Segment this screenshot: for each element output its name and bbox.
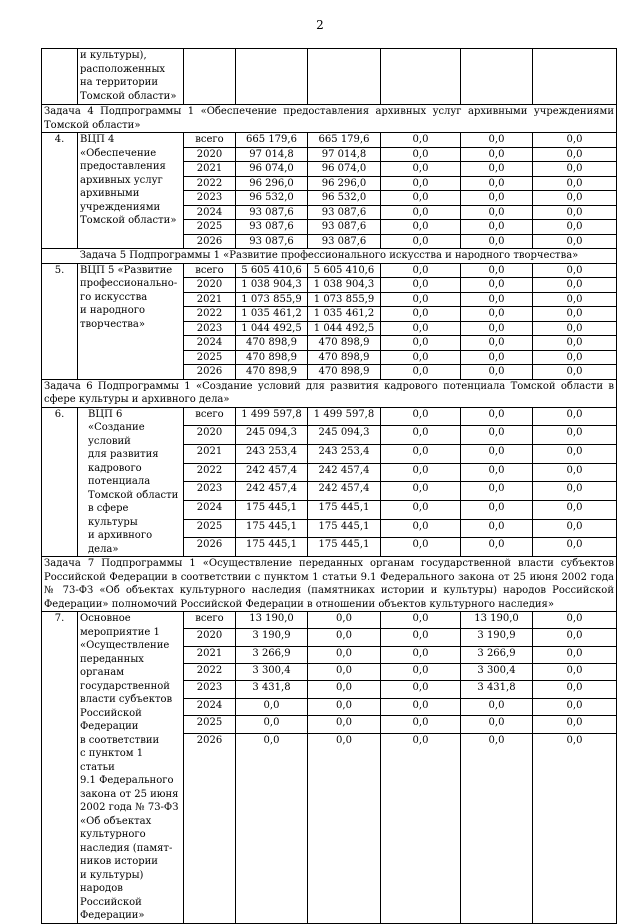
local-budget-cell: 0,0 (381, 407, 461, 426)
local-budget-cell: 0,0 (381, 444, 461, 463)
budget-table (41, 48, 617, 924)
page-number: 2 (316, 18, 324, 32)
year-cell: 2021 (184, 292, 236, 307)
federal-budget-cell: 0,0 (461, 716, 533, 733)
federal-budget-cell: 0,0 (461, 278, 533, 293)
task-title: Задача 6 Подпрограммы 1 «Создание условий для развития кадрового потенциала Томской области в сфере культуры и архивного дела» (42, 379, 617, 407)
year-cell: 2021 (184, 162, 236, 177)
year-cell: 2024 (184, 500, 236, 519)
regional-budget-cell: 0,0 (308, 716, 381, 733)
other-sources-cell: 0,0 (533, 350, 617, 365)
other-sources-cell: 0,0 (533, 500, 617, 519)
regional-budget-cell: 93 087,6 (308, 205, 381, 220)
total-cell: 175 445,1 (236, 538, 308, 557)
federal-budget-cell: 0,0 (461, 307, 533, 322)
regional-budget-cell: 1 035 461,2 (308, 307, 381, 322)
year-cell: 2022 (184, 463, 236, 482)
total-cell: 3 431,8 (236, 681, 308, 698)
federal-budget-cell: 0,0 (461, 519, 533, 538)
regional-budget-cell: 0,0 (308, 612, 381, 629)
total-cell: 5 605 410,6 (236, 263, 308, 278)
regional-budget-cell: 1 044 492,5 (308, 321, 381, 336)
regional-budget-cell: 665 179,6 (308, 133, 381, 148)
regional-budget-cell: 97 014,8 (308, 147, 381, 162)
year-cell: 2023 (184, 681, 236, 698)
year-cell: 2020 (184, 147, 236, 162)
total-cell: 243 253,4 (236, 444, 308, 463)
local-budget-cell: 0,0 (381, 336, 461, 351)
row-description: и культуры), расположенных на территории Томской области» (78, 49, 184, 105)
local-budget-cell: 0,0 (381, 321, 461, 336)
year-cell: 2026 (184, 234, 236, 249)
year-cell: 2020 (184, 426, 236, 445)
regional-budget-cell: 1 073 855,9 (308, 292, 381, 307)
local-budget-cell: 0,0 (381, 292, 461, 307)
year-cell: всего (184, 263, 236, 278)
continuation-row (42, 49, 617, 105)
other-sources-cell: 0,0 (533, 463, 617, 482)
local-budget-cell: 0,0 (381, 278, 461, 293)
year-cell: 2022 (184, 664, 236, 681)
regional-budget-cell: 175 445,1 (308, 519, 381, 538)
other-sources-cell: 0,0 (533, 162, 617, 177)
year-cell: 2023 (184, 321, 236, 336)
federal-budget-cell: 0,0 (461, 336, 533, 351)
regional-budget-cell: 470 898,9 (308, 365, 381, 380)
total-cell: 93 087,6 (236, 234, 308, 249)
year-cell: 2023 (184, 191, 236, 206)
table-row (42, 612, 617, 629)
row-number: 7. (42, 612, 78, 924)
federal-budget-cell: 3 431,8 (461, 681, 533, 698)
other-sources-cell: 0,0 (533, 612, 617, 629)
regional-budget-cell: 0,0 (308, 733, 381, 923)
year-cell: 2024 (184, 336, 236, 351)
total-cell: 1 035 461,2 (236, 307, 308, 322)
year-cell: всего (184, 133, 236, 148)
row-number: 4. (42, 133, 78, 249)
federal-budget-cell: 0,0 (461, 147, 533, 162)
federal-budget-cell: 0,0 (461, 234, 533, 249)
year-cell: 2022 (184, 176, 236, 191)
regional-budget-cell: 242 457,4 (308, 463, 381, 482)
local-budget-cell: 0,0 (381, 307, 461, 322)
local-budget-cell: 0,0 (381, 234, 461, 249)
total-cell: 97 014,8 (236, 147, 308, 162)
local-budget-cell: 0,0 (381, 538, 461, 557)
federal-budget-cell: 0,0 (461, 500, 533, 519)
regional-budget-cell: 93 087,6 (308, 220, 381, 235)
federal-budget-cell: 3 266,9 (461, 646, 533, 663)
federal-budget-cell: 0,0 (461, 698, 533, 715)
federal-budget-cell: 0,0 (461, 220, 533, 235)
total-cell: 665 179,6 (236, 133, 308, 148)
other-sources-cell: 0,0 (533, 519, 617, 538)
regional-budget-cell: 470 898,9 (308, 336, 381, 351)
local-budget-cell: 0,0 (381, 698, 461, 715)
row-description: ВЦП 6 «Создание условий для развития кадрового потенциала Томской области в сфере культуры и архивного дела» (78, 407, 184, 557)
regional-budget-cell: 96 532,0 (308, 191, 381, 206)
total-cell: 242 457,4 (236, 482, 308, 501)
local-budget-cell: 0,0 (381, 133, 461, 148)
total-cell: 93 087,6 (236, 220, 308, 235)
other-sources-cell: 0,0 (533, 336, 617, 351)
regional-budget-cell: 5 605 410,6 (308, 263, 381, 278)
local-budget-cell: 0,0 (381, 519, 461, 538)
federal-budget-cell: 0,0 (461, 133, 533, 148)
federal-budget-cell: 0,0 (461, 444, 533, 463)
local-budget-cell: 0,0 (381, 350, 461, 365)
year-cell: 2026 (184, 733, 236, 923)
other-sources-cell: 0,0 (533, 133, 617, 148)
total-cell: 96 532,0 (236, 191, 308, 206)
local-budget-cell: 0,0 (381, 191, 461, 206)
total-cell: 93 087,6 (236, 205, 308, 220)
total-cell: 0,0 (236, 716, 308, 733)
row-description: Основное мероприятие 1 «Осуществление переданных органам государственной власти субъектов Российской Федерации в соответствии с пунктом 1 статьи 9.1 Федерального закона от 25 июня 2002 года № 73-ФЗ «Об объектах культурного наследия (памят- ников истории и культуры) народов Российской Федерации» (78, 612, 184, 924)
total-cell: 1 038 904,3 (236, 278, 308, 293)
federal-budget-cell: 0,0 (461, 176, 533, 191)
regional-budget-cell: 175 445,1 (308, 538, 381, 557)
table-row (42, 407, 617, 426)
local-budget-cell: 0,0 (381, 176, 461, 191)
federal-budget-cell: 0,0 (461, 365, 533, 380)
total-cell: 245 094,3 (236, 426, 308, 445)
other-sources-cell: 0,0 (533, 646, 617, 663)
federal-budget-cell: 0,0 (461, 426, 533, 445)
local-budget-cell: 0,0 (381, 147, 461, 162)
other-sources-cell: 0,0 (533, 716, 617, 733)
total-cell: 0,0 (236, 733, 308, 923)
other-sources-cell: 0,0 (533, 278, 617, 293)
total-cell: 96 074,0 (236, 162, 308, 177)
total-cell: 1 073 855,9 (236, 292, 308, 307)
year-cell: 2025 (184, 716, 236, 733)
local-budget-cell: 0,0 (381, 365, 461, 380)
year-cell: 2026 (184, 538, 236, 557)
total-cell: 175 445,1 (236, 519, 308, 538)
row-number: 6. (42, 407, 78, 557)
federal-budget-cell: 0,0 (461, 407, 533, 426)
year-cell: 2021 (184, 444, 236, 463)
local-budget-cell: 0,0 (381, 716, 461, 733)
regional-budget-cell: 0,0 (308, 646, 381, 663)
local-budget-cell: 0,0 (381, 733, 461, 923)
total-cell: 3 300,4 (236, 664, 308, 681)
total-cell: 470 898,9 (236, 336, 308, 351)
total-cell: 3 190,9 (236, 629, 308, 646)
other-sources-cell: 0,0 (533, 681, 617, 698)
regional-budget-cell: 0,0 (308, 681, 381, 698)
other-sources-cell: 0,0 (533, 147, 617, 162)
total-cell: 96 296,0 (236, 176, 308, 191)
federal-budget-cell: 0,0 (461, 350, 533, 365)
federal-budget-cell: 0,0 (461, 733, 533, 923)
other-sources-cell: 0,0 (533, 365, 617, 380)
local-budget-cell: 0,0 (381, 205, 461, 220)
task-title: Задача 5 Подпрограммы 1 «Развитие профессионального искусства и народного творчества» (42, 249, 617, 264)
row-description: ВЦП 5 «Развитие профессионально- го искусства и народного творчества» (78, 263, 184, 379)
year-cell: 2020 (184, 278, 236, 293)
regional-budget-cell: 245 094,3 (308, 426, 381, 445)
local-budget-cell: 0,0 (381, 463, 461, 482)
federal-budget-cell: 0,0 (461, 463, 533, 482)
local-budget-cell: 0,0 (381, 220, 461, 235)
row-number: 5. (42, 263, 78, 379)
task-title: Задача 7 Подпрограммы 1 «Осуществление переданных органам государственной власти субъектов Российской Федерации в соответствии с пунктом 1 статьи 9.1 Федерального закона от 25 июня 2002 года № 73-ФЗ «Об объектах культурного наследия (памятниках истории и культуры) народов Российской Федерации» полномочий Российской Федерации в отношении объектов культурного наследия» (42, 557, 617, 612)
year-cell: 2021 (184, 646, 236, 663)
other-sources-cell: 0,0 (533, 426, 617, 445)
other-sources-cell: 0,0 (533, 292, 617, 307)
federal-budget-cell: 0,0 (461, 205, 533, 220)
year-cell: 2025 (184, 220, 236, 235)
federal-budget-cell: 0,0 (461, 162, 533, 177)
year-cell: всего (184, 612, 236, 629)
year-cell: 2023 (184, 482, 236, 501)
regional-budget-cell: 243 253,4 (308, 444, 381, 463)
regional-budget-cell: 1 038 904,3 (308, 278, 381, 293)
year-cell: всего (184, 407, 236, 426)
total-cell: 0,0 (236, 698, 308, 715)
local-budget-cell: 0,0 (381, 612, 461, 629)
federal-budget-cell: 13 190,0 (461, 612, 533, 629)
local-budget-cell: 0,0 (381, 162, 461, 177)
federal-budget-cell: 0,0 (461, 482, 533, 501)
other-sources-cell: 0,0 (533, 407, 617, 426)
table-row (42, 133, 617, 148)
other-sources-cell: 0,0 (533, 482, 617, 501)
other-sources-cell: 0,0 (533, 205, 617, 220)
local-budget-cell: 0,0 (381, 681, 461, 698)
federal-budget-cell: 0,0 (461, 263, 533, 278)
table-row (42, 263, 617, 278)
local-budget-cell: 0,0 (381, 263, 461, 278)
local-budget-cell: 0,0 (381, 664, 461, 681)
federal-budget-cell: 0,0 (461, 321, 533, 336)
total-cell: 3 266,9 (236, 646, 308, 663)
other-sources-cell: 0,0 (533, 176, 617, 191)
other-sources-cell: 0,0 (533, 307, 617, 322)
local-budget-cell: 0,0 (381, 482, 461, 501)
other-sources-cell: 0,0 (533, 538, 617, 557)
total-cell: 242 457,4 (236, 463, 308, 482)
local-budget-cell: 0,0 (381, 629, 461, 646)
total-cell: 13 190,0 (236, 612, 308, 629)
year-cell: 2025 (184, 519, 236, 538)
other-sources-cell: 0,0 (533, 220, 617, 235)
regional-budget-cell: 1 499 597,8 (308, 407, 381, 426)
regional-budget-cell: 93 087,6 (308, 234, 381, 249)
total-cell: 1 499 597,8 (236, 407, 308, 426)
local-budget-cell: 0,0 (381, 500, 461, 519)
task-header-row (42, 105, 617, 133)
federal-budget-cell: 3 190,9 (461, 629, 533, 646)
year-cell: 2024 (184, 205, 236, 220)
other-sources-cell: 0,0 (533, 698, 617, 715)
task-header-row (42, 379, 617, 407)
total-cell: 175 445,1 (236, 500, 308, 519)
year-cell: 2025 (184, 350, 236, 365)
federal-budget-cell: 0,0 (461, 191, 533, 206)
regional-budget-cell: 0,0 (308, 629, 381, 646)
local-budget-cell: 0,0 (381, 426, 461, 445)
other-sources-cell: 0,0 (533, 629, 617, 646)
federal-budget-cell: 0,0 (461, 292, 533, 307)
task-header-row (42, 249, 617, 264)
year-cell: 2024 (184, 698, 236, 715)
other-sources-cell: 0,0 (533, 234, 617, 249)
year-cell: 2022 (184, 307, 236, 322)
regional-budget-cell: 96 296,0 (308, 176, 381, 191)
local-budget-cell: 0,0 (381, 646, 461, 663)
federal-budget-cell: 3 300,4 (461, 664, 533, 681)
regional-budget-cell: 175 445,1 (308, 500, 381, 519)
regional-budget-cell: 0,0 (308, 664, 381, 681)
regional-budget-cell: 96 074,0 (308, 162, 381, 177)
federal-budget-cell: 0,0 (461, 538, 533, 557)
other-sources-cell: 0,0 (533, 664, 617, 681)
task-header-row (42, 557, 617, 612)
other-sources-cell: 0,0 (533, 444, 617, 463)
total-cell: 1 044 492,5 (236, 321, 308, 336)
other-sources-cell: 0,0 (533, 263, 617, 278)
row-description: ВЦП 4 «Обеспечение предоставления архивных услуг архивными учреждениями Томской области» (78, 133, 184, 249)
total-cell: 470 898,9 (236, 365, 308, 380)
regional-budget-cell: 0,0 (308, 698, 381, 715)
other-sources-cell: 0,0 (533, 321, 617, 336)
task-title: Задача 4 Подпрограммы 1 «Обеспечение предоставления архивных услуг архивными учреждениями Томской области» (42, 105, 617, 133)
regional-budget-cell: 470 898,9 (308, 350, 381, 365)
year-cell: 2026 (184, 365, 236, 380)
regional-budget-cell: 242 457,4 (308, 482, 381, 501)
total-cell: 470 898,9 (236, 350, 308, 365)
year-cell: 2020 (184, 629, 236, 646)
other-sources-cell: 0,0 (533, 191, 617, 206)
other-sources-cell: 0,0 (533, 733, 617, 923)
